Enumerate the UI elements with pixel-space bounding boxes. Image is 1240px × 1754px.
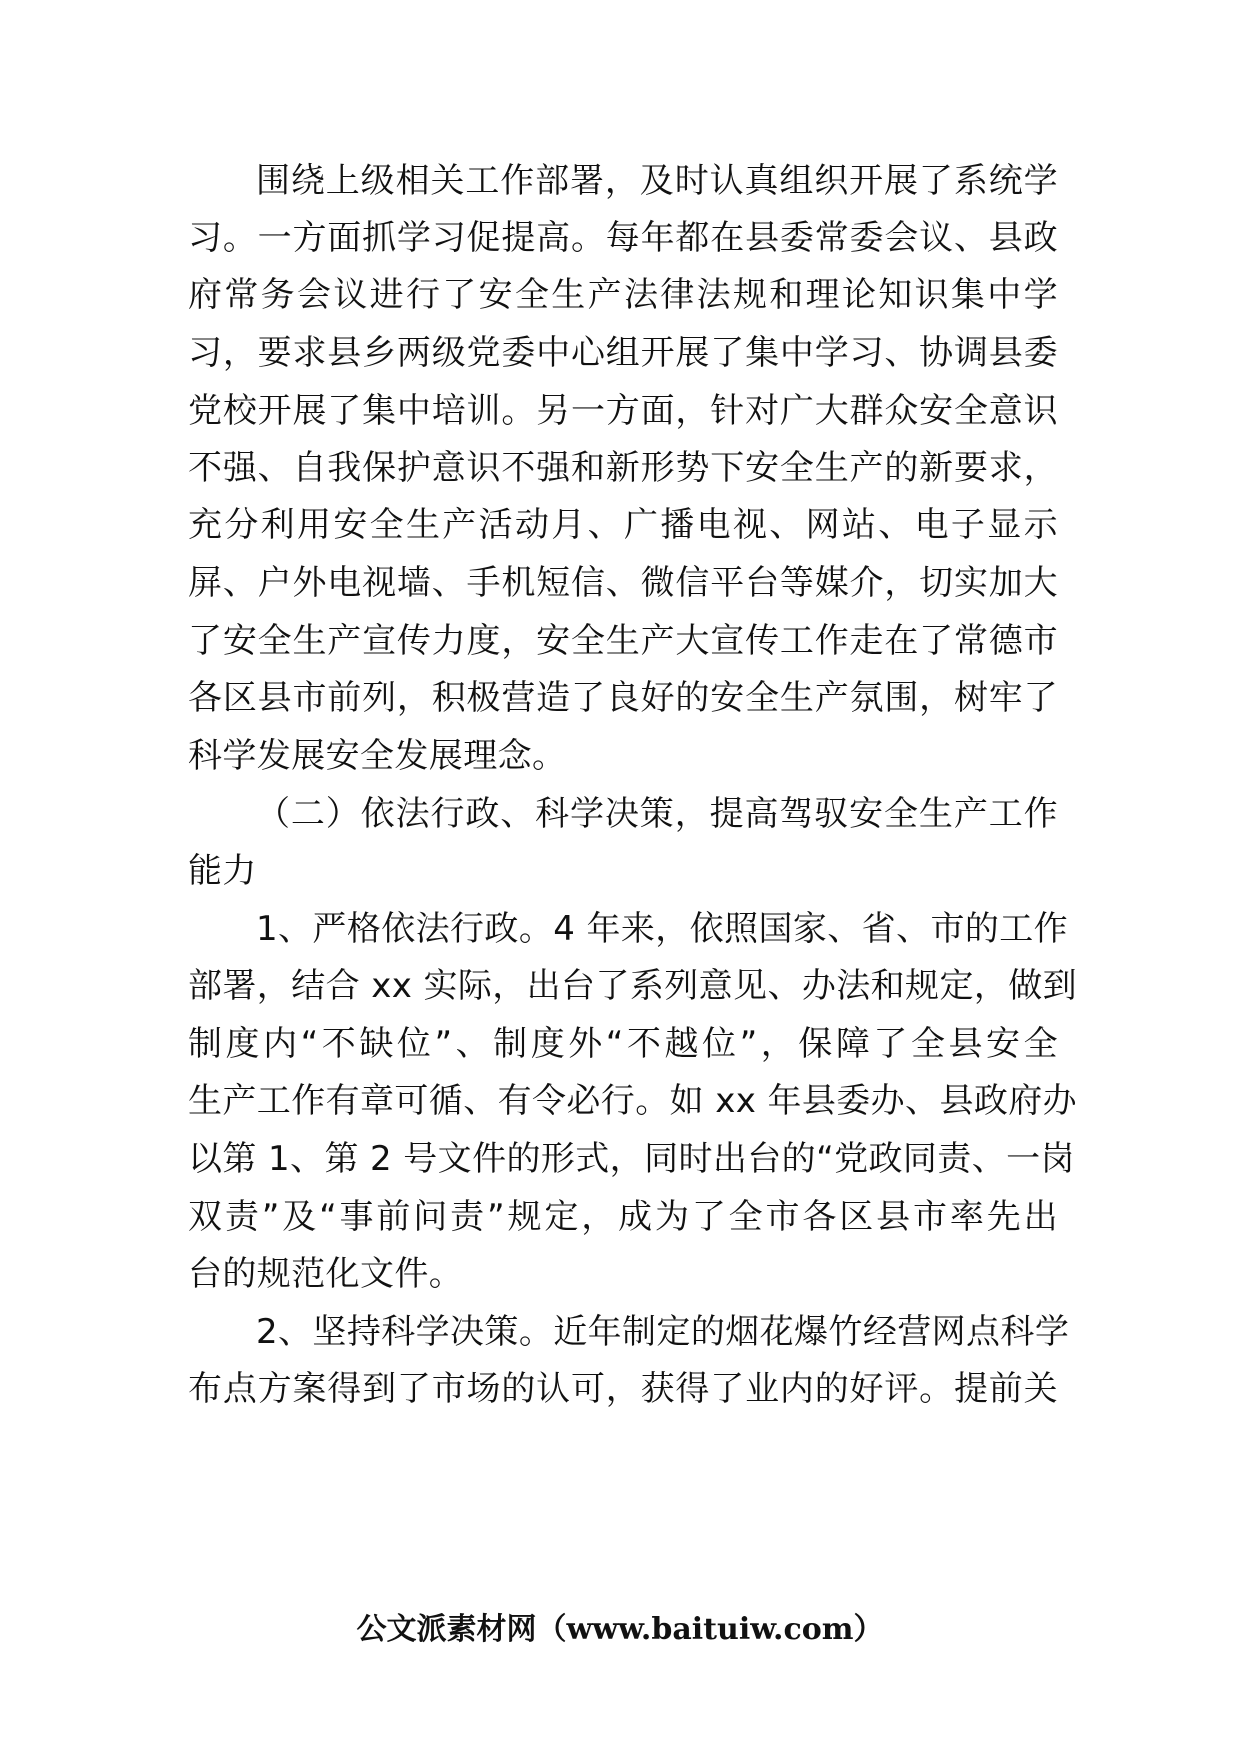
paragraph-line: 府常务会议进行了安全生产法律法规和理论知识集中学 bbox=[188, 275, 1058, 315]
paragraph-line: 双责”及“事前问责”规定，成为了全市各区县市率先出 bbox=[188, 1197, 1058, 1237]
paragraph-line: 部署，结合 xx 实际，出台了系列意见、办法和规定，做到 bbox=[188, 966, 1078, 1006]
paragraph-line: 习。一方面抓学习促提高。每年都在县委常委会议、县政 bbox=[188, 218, 1058, 258]
paragraph-line: 布点方案得到了市场的认可，获得了业内的好评。提前关 bbox=[188, 1369, 1058, 1409]
section-heading-line: （二）依法行政、科学决策，提高驾驭安全生产工作 bbox=[256, 794, 1058, 834]
section-heading-line: 能力 bbox=[188, 851, 257, 891]
paragraph-line: 制度内“不缺位”、制度外“不越位”，保障了全县安全 bbox=[188, 1024, 1058, 1064]
paragraph-line: 以第 1、第 2 号文件的形式，同时出台的“党政同责、一岗 bbox=[188, 1139, 1075, 1179]
paragraph-line: 生产工作有章可循、有令必行。如 xx 年县委办、县政府办 bbox=[188, 1081, 1078, 1121]
paragraph-line: 2、坚持科学决策。近年制定的烟花爆竹经营网点科学 bbox=[256, 1312, 1070, 1352]
paragraph-line: 各区县市前列，积极营造了良好的安全生产氛围，树牢了 bbox=[188, 678, 1058, 718]
paragraph-line: 不强、自我保护意识不强和新形势下安全生产的新要求， bbox=[188, 448, 1058, 488]
paragraph-line: 科学发展安全发展理念。 bbox=[188, 736, 567, 776]
footer-watermark: 公文派素材网（www.baituiw.com） bbox=[356, 1612, 884, 1647]
paragraph-line: 党校开展了集中培训。另一方面，针对广大群众安全意识 bbox=[188, 391, 1058, 431]
paragraph-line: 屏、户外电视墙、手机短信、微信平台等媒介，切实加大 bbox=[188, 563, 1058, 603]
paragraph-line: 了安全生产宣传力度，安全生产大宣传工作走在了常德市 bbox=[188, 621, 1058, 661]
paragraph-line: 台的规范化文件。 bbox=[188, 1254, 464, 1294]
paragraph-line: 习，要求县乡两级党委中心组开展了集中学习、协调县委 bbox=[188, 333, 1058, 373]
paragraph-line: 1、严格依法行政。4 年来，依照国家、省、市的工作 bbox=[256, 909, 1069, 949]
paragraph-line: 充分利用安全生产活动月、广播电视、网站、电子显示 bbox=[188, 505, 1058, 545]
paragraph-line: 围绕上级相关工作部署，及时认真组织开展了系统学 bbox=[256, 161, 1058, 201]
